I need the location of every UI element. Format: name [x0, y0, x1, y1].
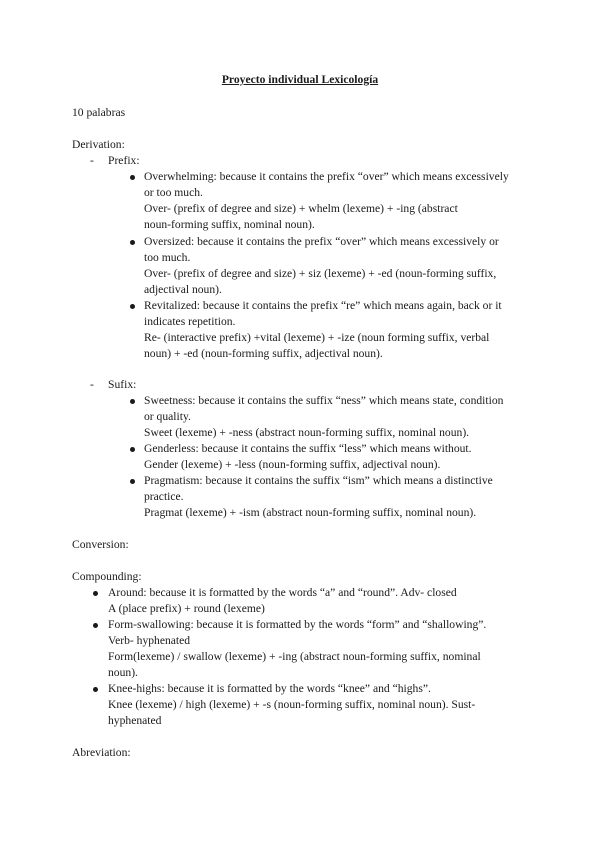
list-item-line: Revitalized: because it contains the prefix “re” which means again, back or it [144, 299, 502, 312]
list-item-line: Knee-highs: because it is formatted by the words “knee” and “highs”. [108, 682, 431, 695]
bullet-icon [93, 687, 98, 692]
list-item-line: or too much. [144, 186, 203, 199]
list-item-line: noun-forming suffix, nominal noun). [144, 218, 315, 231]
list-item-line: noun) + -ed (noun-forming suffix, adjectival noun). [144, 347, 383, 360]
sufix-label: Sufix: [108, 378, 137, 391]
list-item-line: hyphenated [108, 714, 162, 727]
bullet-icon [93, 623, 98, 628]
list-item-line: adjectival noun). [144, 283, 222, 296]
list-item-line: Re- (interactive prefix) +vital (lexeme) + -ize (noun forming suffix, verbal [144, 331, 490, 344]
list-item-line: Knee (lexeme) / high (lexeme) + -s (noun-forming suffix, nominal noun). Sust- [108, 698, 476, 711]
list-item-line: too much. [144, 251, 191, 264]
bullet-icon [93, 591, 98, 596]
dash-marker: - [90, 154, 94, 167]
list-item-line: Sweetness: because it contains the suffix “ness” which means state, condition [144, 394, 504, 407]
list-item-line: Over- (prefix of degree and size) + siz (lexeme) + -ed (noun-forming suffix, [144, 267, 497, 280]
list-item-line: or quality. [144, 410, 191, 423]
list-item-line: Pragmatism: because it contains the suffix “ism” which means a distinctive [144, 474, 493, 487]
list-item-line: Form(lexeme) / swallow (lexeme) + -ing (abstract noun-forming suffix, nominal [108, 650, 481, 663]
list-item-line: Over- (prefix of degree and size) + whelm (lexeme) + -ing (abstract [144, 202, 458, 215]
list-item-line: Form-swallowing: because it is formatted by the words “form” and “shallowing”. [108, 618, 487, 631]
dash-marker: - [90, 378, 94, 391]
bullet-icon [130, 479, 135, 484]
list-item-line: indicates repetition. [144, 315, 236, 328]
list-item-line: Verb- hyphenated [108, 634, 191, 647]
document-title: Proyecto individual Lexicología [221, 73, 379, 86]
bullet-icon [130, 304, 135, 309]
list-item-line: Sweet (lexeme) + -ness (abstract noun-forming suffix, nominal noun). [144, 426, 470, 439]
list-item-line: Genderless: because it contains the suffix “less” which means without. [144, 442, 472, 455]
compounding-heading: Compounding: [72, 570, 142, 583]
list-item-line: practice. [144, 490, 184, 503]
bullet-icon [130, 399, 135, 404]
bullet-icon [130, 240, 135, 245]
abreviation-heading: Abreviation: [72, 746, 131, 759]
list-item-line: Pragmat (lexeme) + -ism (abstract noun-forming suffix, nominal noun). [144, 506, 477, 519]
word-count: 10 palabras [72, 106, 126, 119]
list-item-line: Oversized: because it contains the prefix “over” which means excessively or [144, 235, 499, 248]
bullet-icon [130, 447, 135, 452]
conversion-heading: Conversion: [72, 538, 129, 551]
list-item-line: A (place prefix) + round (lexeme) [108, 602, 265, 615]
prefix-label: Prefix: [108, 154, 140, 167]
list-item-line: Around: because it is formatted by the words “a” and “round”. Adv- closed [108, 586, 457, 599]
list-item-line: noun). [108, 666, 138, 679]
bullet-icon [130, 175, 135, 180]
derivation-heading: Derivation: [72, 138, 125, 151]
list-item-line: Overwhelming: because it contains the prefix “over” which means excessively [144, 170, 509, 183]
list-item-line: Gender (lexeme) + -less (noun-forming suffix, adjectival noun). [144, 458, 441, 471]
